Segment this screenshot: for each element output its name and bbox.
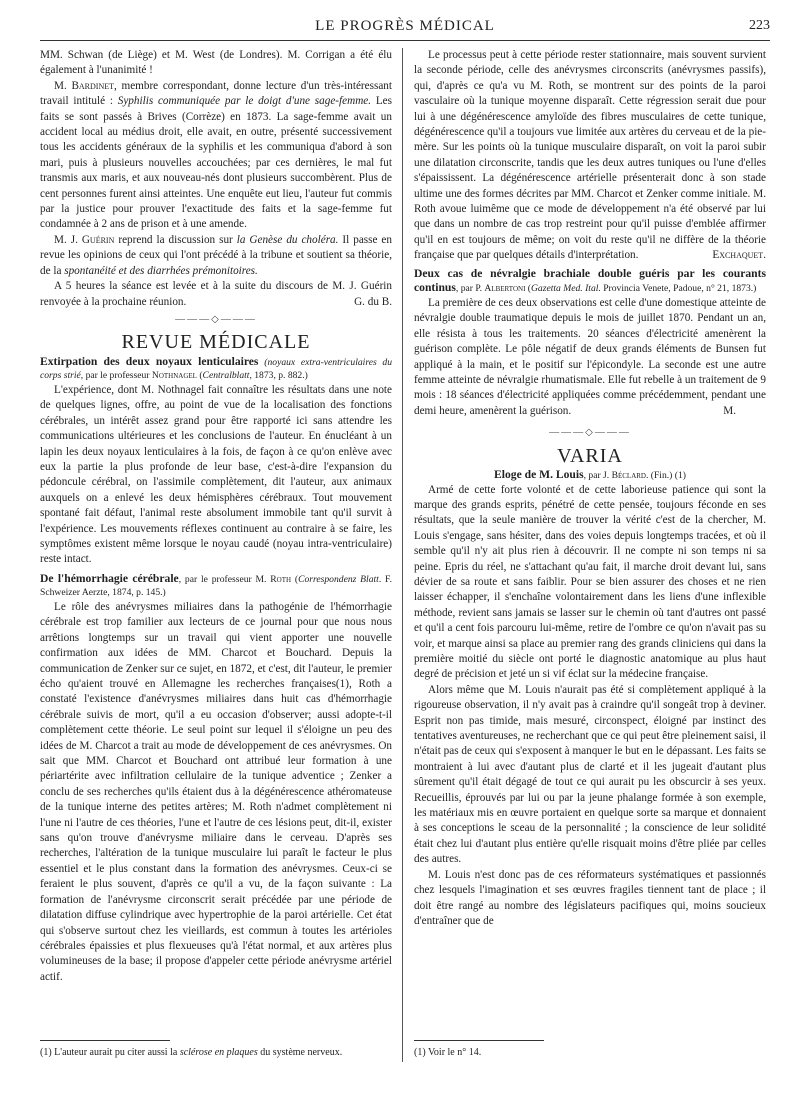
article-title: Eloge de M. Louis [494,467,584,481]
running-header [40,14,770,41]
paragraph: Armé de cette forte volonté et de cette laborieuse patience qui sont la marque des grands esprits, pénétré de cette pensée, toujours féconde en ses résultats, que la seule manière de trouver la vérité c'est de la chercher, M. Louis s'engage, sans hésiter, dans des voies depuis longtemps tracées, et où il semble qu'il n'y ait plus rien à découvrir. Il ne compte ni son temps ni sa peine. Epris du réel, ne s'attachant qu'au fait, il marche droit devant lui, sans dévier de sa route et sans faiblir. Pour se bien assurer des choses et ne rien laisser échapper, il s'enchaîne volontairement dans les liens d'une inflexible méthode, revient sans jamais se lasser sur le chemin où tant d'autres ont passé et qu'il a cent fois parcouru lui-même, retire de l'ombre ce qu'on n'avait pas su voir, et marque ainsi sa place au premier rang des grands cliniciens qui dans la première moitié du siècle ont porté le diagnostic anatomique au plus haut degré de précision et jeté un si vif éclat sur la médecine française. [414,483,766,681]
footnote-rule [40,1040,170,1041]
article-heading: Extirpation des deux noyaux lenticulaires (noyaux extra-ventriculaires du corps strié, par le professeur Nothnagel (Centralblatt, 1873, p. 882.) [40,354,392,382]
right-column [414,48,766,929]
ornament-divider: ———◇——— [175,313,257,325]
paragraph: Alors même que M. Louis n'aurait pas été si complètement appliqué à la rigoureuse observation, il n'y avait pas à craindre qu'il songeât trop à deviner. Esprit non pas timide, mais mesuré, circonspect, éloigné par instinct des tentatives aventureuses, ne recherchant que ce qui peut être pleinement saisi, il n'était pas de ceux qui s'exposent à manquer le but en le dépassant. Les faits se montraient à lui avec d'autant plus de clarté et il les jugeait d'autant plus sûrement qu'il était dégagé de tout ce qui aurait pu les obscurcir à ses yeux. Recueillis, éprouvés par lui ou par la jeune phalange formée à son exemple, les matériaux mis en œuvre portaient en quelque sorte sa marque et donnaient à ses conceptions le sceau de la personnalité ; la conscience de leur solidité était chez lui d'autant plus entière qu'elle risquait moins d'être pliée par celles des autres. [414,683,766,866]
paragraph: M. J. Guérin reprend la discussion sur la Genèse du choléra. Il passe en revue les opinions de ceux qui l'ont précédé à la tribune et soutient sa théorie, de la spontanéité et des diarrhées prémonitoires. [40,233,392,277]
author-name: Albertoni [484,283,526,295]
column-divider [402,48,403,1062]
author-name: Béclard [611,469,646,481]
article-title: Deux cas de névralgie brachiale double guéris par les courants continus [414,266,766,295]
author-name: Nothnagel [151,370,197,382]
footnote-rule [414,1040,544,1041]
author-name: Roth [270,573,292,585]
article-heading: Deux cas de névralgie brachiale double guéris par les courants continus, par P. Albertoni (Gazetta Med. Ital. Provincia Venete, Padoue, n° 21, 1873.) [414,266,766,295]
paragraph: L'expérience, dont M. Nothnagel fait connaître les résultats dans une note de quelques lignes, offre, au point de vue de la localisation des fonctions cérébrales, un intérêt assez grand pour être rapporté ici sans attendre les communications ultérieures et les conclusions de l'auteur. En énucléant à un lapin les deux noyaux lenticulaires à la fois, de façon à ce qu'on enlève avec eux la partie la plus profonde de leur base, c'est-à-dire l'expansion du pédoncule cérébral, on l'assimile complètement, dit l'auteur, aux animaux auxquels on a enlevé les deux hémisphères cérébraux. Tout mouvement spontané fait défaut, l'animal reste absolument immobile tant qu'il survit à l'expérience. Les mouvements réflexes continuent au contraire à se faire, les symptômes existent même lorsque le noyau caudé (noyau intra-ventriculaire) reste intact. [40,383,392,566]
work-title: Syphilis communiquée par le doigt d'une sage-femme. [117,95,372,108]
paragraph: M. Louis n'est donc pas de ces réformateurs systématiques et passionnés chez lesquels l'imagination et ses œuvres fragiles tiennent tant de place ; il doit être rangé au nombre des législateurs pacifiques qui, moins soucieux d'entraîner que de [414,868,766,927]
signature: Exchaquet. [712,249,766,262]
signature: G. du B. [354,295,392,308]
paragraph: Le processus peut à cette période rester stationnaire, mais souvent survient la seconde période, celle des anévrysmes circonscrits (anévrysmes passifs), qui, d'après ce qu'a vu M. Roth, se montrent sur des points de la paroi vasculaire où la tunique moyenne disparaît. Cette régression serait due pour lui à une dégénérescence amyloïde des fibres musculaires de cette tunique, dégénérescence qu'il a toujours vue limitée aux artères du cerveau et de la pie-mère. Sur les points où la tunique musculaire disparaît, on voit la paroi subir une dilatation circonscrite, tandis que les deux autres tuniques ou l'une d'elles s'épaississent. La dégénérescence artérielle présenterait donc à son stade ultime une des formes décrites par MM. Charcot et Zenker comme initiale. M. Roth avoue luimême que ce mode de développement n'a été observé par lui que dans un nombre de cas trop restreint pour qu'il puisse d'emblée affirmer qu'il en est toujours de même; on voit du reste qu'il ne diffère de la théorie française que par quelques détails d'interprétation. Exchaquet. [414,48,766,264]
article-heading: De l'hémorrhagie cérébrale, par le professeur M. Roth (Correspondenz Blatt. F. Schweizer Aerzte, 1874, p. 145.) [40,571,393,599]
paragraph: M. Bardinet, membre correspondant, donne lecture d'un très-intéressant travail intitulé : Syphilis communiquée par le doigt d'une sage-femme. Les faits se sont passés à Brives (Corrèze) en 1873. La sage-femme avait un accident local au médius droit, elle avait, en outre, présenté successivement tous les accidents généraux de la syphilis et les communiqua d'abord à son mari, puis à plusieurs nouvelles accouchées; par ces dernières, le mal fut transmis aux maris, et aux nouveau-nés dont plusieurs succombèrent. Plus de cent personnes furent ainsi atteintes. Une enquête eut lieu, l'auteur fut commis par la justice pour prouver l'exactitude des faits et la sage-femme fut condamnée à 2 ans de prison et à une amende. [40,79,392,231]
page-number: 223 [749,18,770,33]
journal-title: LE PROGRÈS MÉDICAL [315,18,495,34]
work-title: la Genèse du choléra. [236,233,339,246]
author-name: Bardinet [71,79,115,92]
article-heading: Eloge de M. Louis, par J. Béclard. (Fin.) (1) [494,467,686,481]
author-name: Guérin [81,233,115,246]
section-title: REVUE MÉDICALE [121,331,311,354]
paragraph: Le rôle des anévrysmes miliaires dans la pathogénie de l'hémorrhagie cérébrale est trop familier aux lecteurs de ce journal pour que nous nous arrêtions longtemps sur un travail qui vient apporter une nouvelle confirmation aux idées de MM. Charcot et Bouchard. Depuis la communication de Zenker sur ce sujet, en 1872, et c'est, dit l'auteur, le premier écho qu'aient trouvé en Allemagne les recherches françaises(1), Roth a constaté l'existence d'anévrysmes miliaires dans huit cas d'hémorrhagie cérébrale suivis de mort, qu'il a eu occasion d'observer; aussi adopte-t-il complètement cette théorie. Le seul point sur lequel il s'éloigne un peu des idées de M. Charcot a trait au mode de développement de ces anévrysmes. On sait que MM. Charcot et Bouchard ont attribué leur formation à une périartérite avec infiltration cellulaire de la tunique adventice ; Zenker a conclu de ses recherches qu'ils étaient dus à la dégénérescence athéromateuse de la tunique interne des petites artères; M. Roth n'admet complètement ni l'une ni l'autre de ces théories, l'une et l'autre de ces lésions peut, dit-il, exister sans qu'on trouve d'anévrysme miliaire dans le cerveau. D'après ses recherches, l'altération de la tunique musculaire lui paraît le facteur le plus essentiel et le plus constant dans la formation des anévrysmes. Ceux-ci se feraient le plus souvent, d'après ce qu'il a vu, de la façon suivante : La formation de l'anévrysme circonscrit serait précédée par une période de dilatation diffuse cylindrique avec hypertrophie de la paroi artérielle. Cet état qui s'observe surtout chez les vieillards, est commun à toutes les artérioles cérébrales épaissies et plus flexueuses qu'à l'état normal, et aux artères plus volumineuses de la base; il propose d'appeler cette période anévrysme artériel actif. [40,600,392,983]
footnote: (1) L'auteur aurait pu citer aussi la sclérose en plaques du système nerveux. [40,1047,343,1058]
article-title: Extirpation des deux noyaux lenticulaires [40,354,259,368]
paragraph: A 5 heures la séance est levée et à la suite du discours de M. J. Guérin renvoyée à la prochaine réunion. G. du B. [40,279,392,310]
paragraph: La première de ces deux observations est celle d'une domestique atteinte de névralgie double traumatique depuis le mois de juillet 1870. Pendant un an, elle résista à tous les traitements. 20 séances d'électricité amenèrent la guérison complète. Le pôle négatif de deux grands éléments de Bunsen fut appliqué à la main, et le positif sur l'épicondyle. La seconde est une autre femme atteinte de névralgie rhumatismale. Elle fut rebelle à un traitement de 9 mois : 18 séances d'électricité appliquées comme précédemment, pendant une demi heure, amenèrent la guérison. M. [414,296,766,419]
ornament-divider: ———◇——— [549,427,631,439]
left-column [40,48,392,985]
paragraph: MM. Schwan (de Liège) et M. West (de Londres). M. Corrigan a été élu également à l'unanimité ! [40,49,392,77]
signature: M. [723,404,736,417]
article-title: De l'hémorrhagie cérébrale [40,571,179,585]
section-title: VARIA [557,444,623,467]
footnote: (1) Voir le n° 14. [414,1047,482,1058]
work-title: spontanéité et des diarrhées prémonitoires. [64,264,258,277]
